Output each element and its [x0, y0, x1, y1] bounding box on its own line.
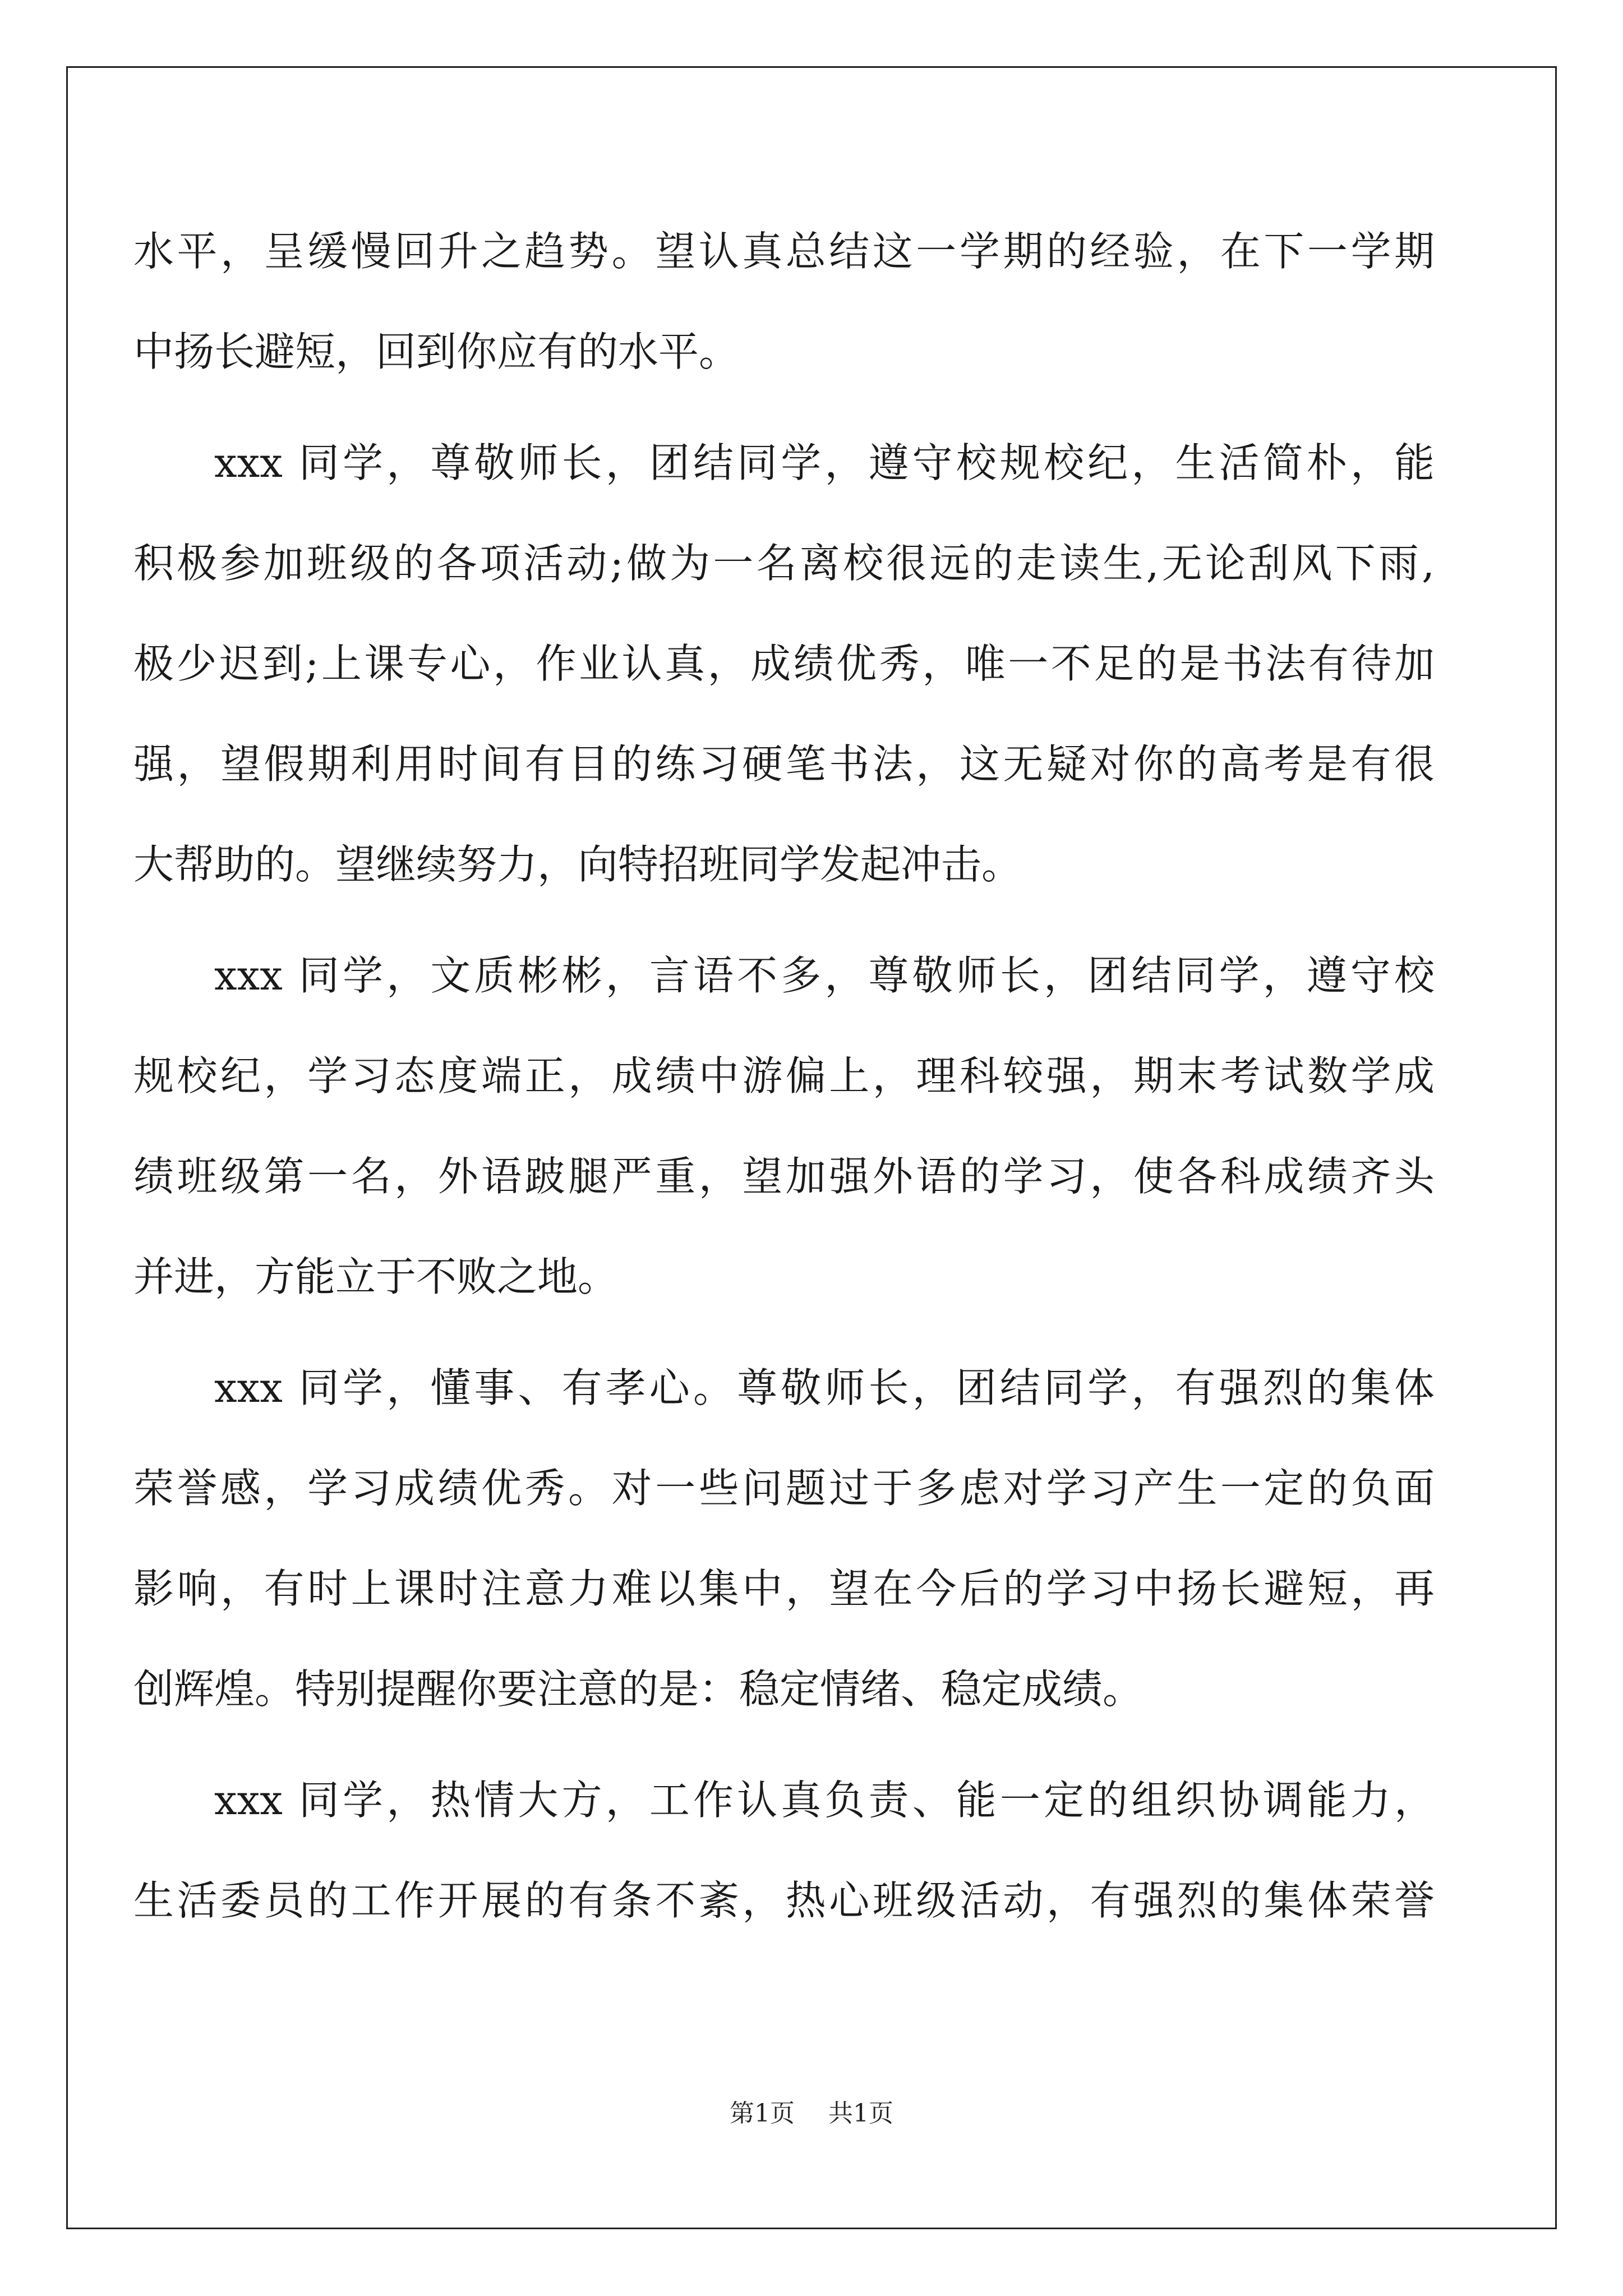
paragraph-line: 积极参加班级的各项活动;做为一名离校很远的走读生,无论刮风下雨, — [133, 540, 1435, 587]
paragraph-line: xxx 同学，热情大方，工作认真负责、能一定的组织协调能力， — [214, 1777, 1435, 1824]
paragraph-line: xxx 同学，文质彬彬，言语不多，尊敬师长，团结同学，遵守校 — [214, 952, 1435, 999]
paragraph-line: 强，望假期利用时间有目的练习硬笔书法，这无疑对你的高考是有很 — [133, 740, 1435, 788]
page-total: 共1页 — [828, 2099, 893, 2128]
paragraph-line: 创辉煌。特别提醒你要注意的是：稳定情绪、稳定成绩。 — [133, 1665, 1144, 1713]
paragraph-line: 大帮助的。望继续努力，向特招班同学发起冲击。 — [133, 841, 1022, 888]
paragraph-line: 荣誉感，学习成绩优秀。对一些问题过于多虑对学习产生一定的负面 — [133, 1465, 1435, 1512]
paragraph-line: 生活委员的工作开展的有条不紊，热心班级活动，有强烈的集体荣誉 — [133, 1877, 1435, 1924]
paragraph-line: 绩班级第一名，外语跛腿严重，望加强外语的学习，使各科成绩齐头 — [133, 1153, 1435, 1200]
paragraph-line: xxx 同学，尊敬师长，团结同学，遵守校规校纪，生活简朴，能 — [214, 439, 1435, 486]
paragraph-line: 影响，有时上课时注意力难以集中，望在今后的学习中扬长避短，再 — [133, 1565, 1435, 1612]
paragraph-line: 极少迟到;上课专心，作业认真，成绩优秀，唯一不足的是书法有待加 — [133, 640, 1435, 687]
page-footer — [0, 2097, 1623, 2131]
paragraph-line: 水平，呈缓慢回升之趋势。望认真总结这一学期的经验，在下一学期 — [133, 228, 1435, 275]
paragraph-line: 规校纪，学习态度端正，成绩中游偏上，理科较强，期末考试数学成 — [133, 1052, 1435, 1099]
paragraph-line: xxx 同学，懂事、有孝心。尊敬师长，团结同学，有强烈的集体 — [214, 1364, 1435, 1411]
paragraph-line: 并进，方能立于不败之地。 — [133, 1253, 619, 1300]
paragraph-line: 中扬长避短，回到你应有的水平。 — [133, 328, 740, 375]
page-number: 第1页 — [730, 2099, 795, 2128]
